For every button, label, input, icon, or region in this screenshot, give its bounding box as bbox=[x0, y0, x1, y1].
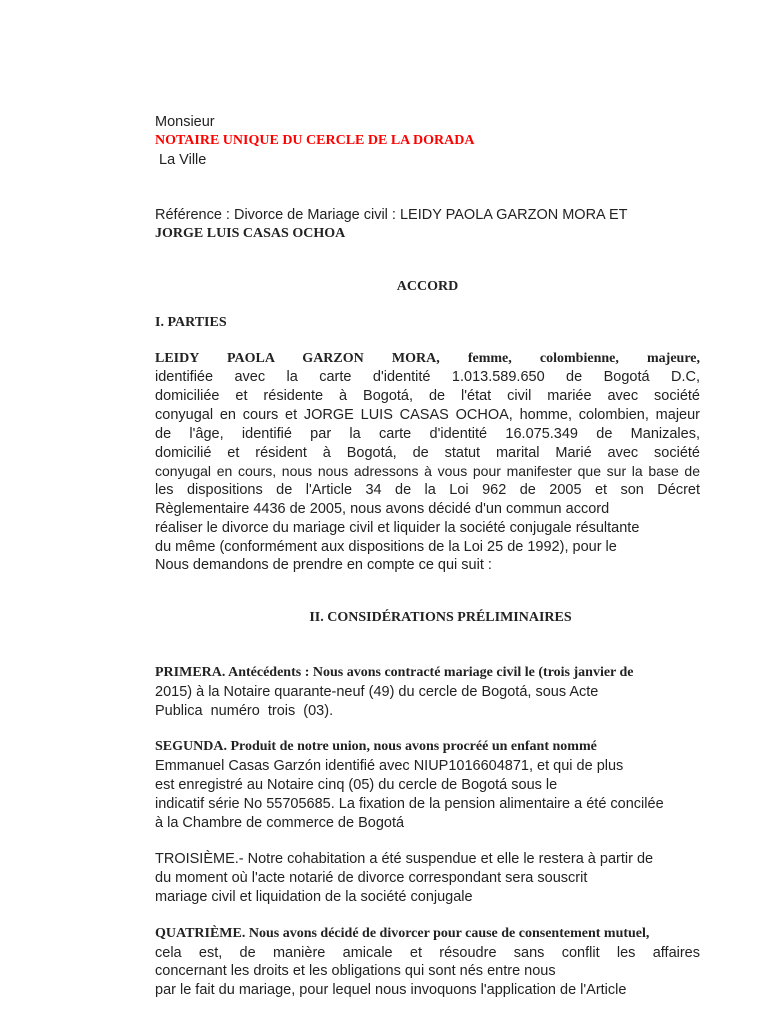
parties-paragraph bbox=[155, 350, 700, 576]
clause-line: Publica numéro trois (03). bbox=[155, 702, 334, 719]
clause-troisieme bbox=[155, 850, 700, 906]
clause-lead: SEGUNDA. Produit de notre union, nous avons procréé un enfant nommé bbox=[155, 739, 597, 755]
clause-line: à la Chambre de commerce de Bogotá bbox=[155, 814, 405, 831]
clause-lead: QUATRIÈME. Nous avons décidé de divorcer pour cause de consentement mutuel, bbox=[155, 925, 650, 941]
paragraph-line: identifiée avec la carte d'identité 1.013.589.650 de Bogotá D.C, bbox=[155, 369, 700, 386]
paragraph-line: de l'âge, identifié par la carte d'identité 16.075.349 de Manizales, bbox=[155, 425, 700, 442]
paragraph-line: les dispositions de l'Article 34 de la Loi 962 de 2005 et son Décret bbox=[155, 482, 700, 499]
document-page bbox=[155, 113, 700, 1000]
reference-text: Référence : Divorce de Mariage civil : LEIDY PAOLA GARZON MORA ET bbox=[155, 207, 628, 224]
paragraph-line: réaliser le divorce du mariage civil et liquider la société conjugale résultante bbox=[155, 519, 640, 536]
clause-line: cela est, de manière amicale et résoudre sans conflit les affaires bbox=[155, 944, 700, 961]
recipient-city: La Ville bbox=[155, 151, 207, 168]
document-title: ACCORD bbox=[396, 278, 459, 294]
clause-primera bbox=[155, 664, 700, 720]
clause-quatrieme bbox=[155, 925, 700, 1000]
clause-lead: PRIMERA. Antécédents : Nous avons contracté mariage civil le (trois janvier de bbox=[155, 664, 634, 680]
salutation: Monsieur bbox=[155, 114, 215, 130]
clause-line: 2015) à la Notaire quarante-neuf (49) du cercle de Bogotá, sous Acte bbox=[155, 683, 599, 700]
reference-block bbox=[155, 206, 700, 244]
paragraph-line: conyugal en cours, nous nous adressons à vous pour manifester que sur la base de bbox=[155, 463, 700, 480]
paragraph-line: domiciliée et résidente à Bogotá, de l'état civil mariée avec société bbox=[155, 388, 700, 405]
letter-header bbox=[155, 113, 700, 169]
clause-line: par le fait du mariage, pour lequel nous invoquons l'application de l'Article bbox=[155, 982, 627, 999]
recipient-name: NOTAIRE UNIQUE DU CERCLE DE LA DORADA bbox=[155, 132, 475, 148]
paragraph-line: conyugal en cours et JORGE LUIS CASAS OCHOA, homme, colombien, majeur bbox=[155, 406, 700, 423]
clause-line: Emmanuel Casas Garzón identifié avec NIUP1016604871, et qui de plus bbox=[155, 758, 624, 775]
clause-line: est enregistré au Notaire cinq (05) du cercle de Bogotá sous le bbox=[155, 776, 558, 793]
paragraph-line: domicilié et résident à Bogotá, de statut marital Marié avec société bbox=[155, 444, 700, 461]
section-heading-considerations: II. CONSIDÉRATIONS PRÉLIMINAIRES bbox=[309, 610, 572, 626]
section-heading-parties: I. PARTIES bbox=[155, 314, 227, 330]
clause-line: mariage civil et liquidation de la société conjugale bbox=[155, 888, 473, 905]
reference-names: JORGE LUIS CASAS OCHOA bbox=[155, 226, 346, 242]
paragraph-line: Règlementaire 4436 de 2005, nous avons décidé d'un commun accord bbox=[155, 500, 610, 517]
clause-line: indicatif série No 55705685. La fixation de la pension alimentaire a été concilée bbox=[155, 795, 664, 812]
paragraph-line: du même (conformément aux dispositions de la Loi 25 de 1992), pour le bbox=[155, 538, 617, 555]
clause-line: concernant les droits et les obligations qui sont nés entre nous bbox=[155, 963, 556, 980]
parties-lead: LEIDY PAOLA GARZON MORA, femme, colombienne, majeure, bbox=[155, 350, 700, 366]
clause-line: du moment où l'acte notarié de divorce correspondant sera souscrit bbox=[155, 870, 588, 887]
clause-line: TROISIÈME.- Notre cohabitation a été suspendue et elle le restera à partir de bbox=[155, 851, 654, 868]
clause-segunda bbox=[155, 738, 700, 832]
paragraph-line: Nous demandons de prendre en compte ce qui suit : bbox=[155, 557, 492, 574]
